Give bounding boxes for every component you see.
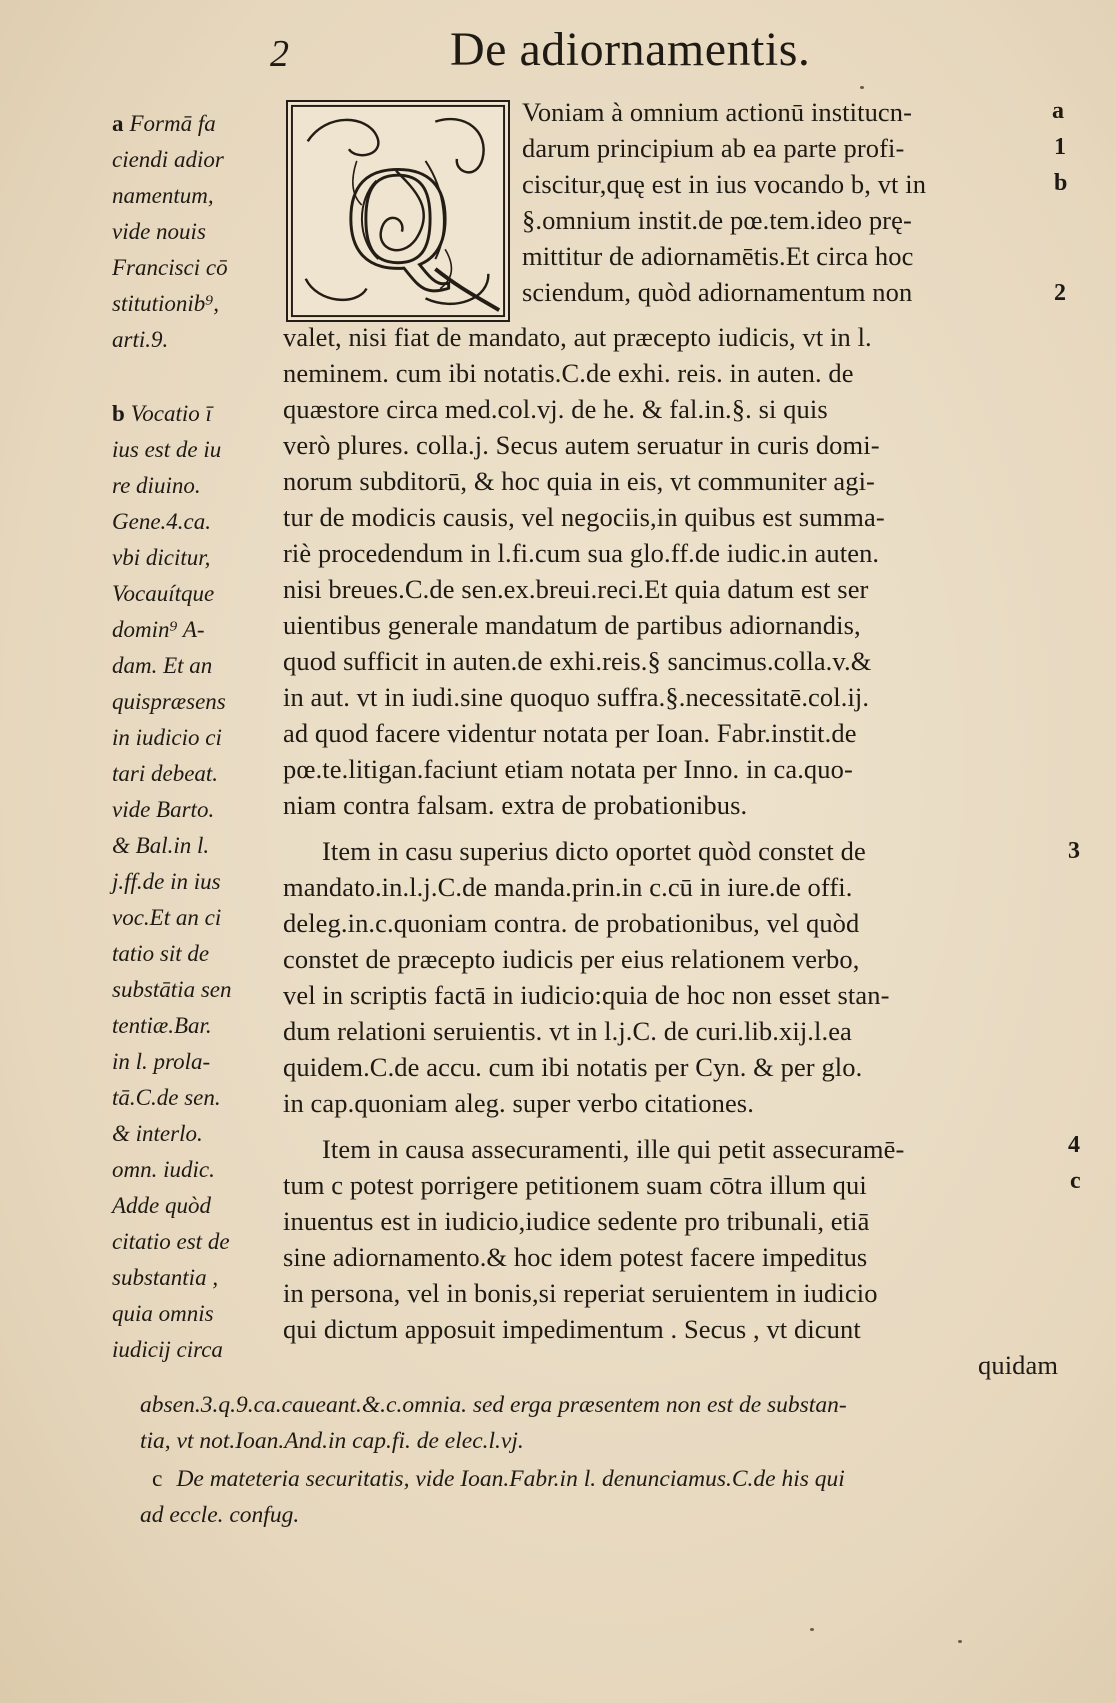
sidenote-line: omn. iudic.: [112, 1157, 215, 1182]
body-line: tum c potest porrigere petitionem suam cōtra illum qui: [283, 1170, 867, 1200]
footnote-c: ad eccle. confug.: [140, 1502, 300, 1528]
svg-text:Q: Q: [344, 135, 452, 299]
body-line: quidem.C.de accu. cum ibi notatis per Cyn. & per glo.: [283, 1052, 863, 1082]
sidenote-line: j.ff.de in ius: [112, 869, 221, 894]
sidenote-line: vide nouis: [112, 219, 206, 244]
sidenote-line: in l. prola-: [112, 1049, 211, 1074]
body-line: quæstore circa med.col.vj. de he. & fal.in.§. si quis: [283, 394, 828, 424]
body-line: neminem. cum ibi notatis.C.de exhi. reis. in auten. de: [283, 358, 854, 388]
sidenote-line: ius est de iu: [112, 437, 222, 462]
sidenote-line: b Vocatio ī: [112, 401, 212, 426]
body-line: deleg.in.c.quoniam contra. de probationibus, vel quòd: [283, 908, 860, 938]
sidenote-line: dam. Et an: [112, 653, 213, 678]
footnote-b-continued: absen.3.q.9.ca.caueant.&.c.omnia. sed erga præsentem non est de substan-: [140, 1392, 847, 1418]
sidenote-line: a Formā fa: [112, 111, 216, 136]
body-line: in persona, vel in bonis,si reperiat seruientem in iudicio: [283, 1278, 878, 1308]
page-number: 2: [270, 33, 289, 75]
catchword: quidam: [978, 1350, 1059, 1380]
sidenote-line: substātia sen: [112, 977, 232, 1002]
body-line: uientibus generale mandatum de partibus adiornandis,: [283, 610, 861, 640]
sidenote-a: [112, 106, 282, 358]
sidenote-line: ciendi adior: [112, 147, 224, 172]
sidenote-line: Francisci cō: [112, 255, 228, 280]
sidenote-line: tari debeat.: [112, 761, 219, 786]
sidenote-line: substantia ,: [112, 1265, 219, 1290]
body-line: Item in casu superius dicto oportet quòd constet de: [322, 836, 866, 866]
margin-mark: b: [1054, 170, 1068, 196]
body-line: valet, nisi fiat de mandato, aut præcepto iudicis, vt in l.: [283, 322, 872, 352]
body-line: dum relationi seruientis. vt in l.j.C. de curi.lib.xij.l.ea: [283, 1016, 852, 1046]
sidenote-line: namentum,: [112, 183, 214, 208]
sidenote-line: & interlo.: [112, 1121, 203, 1146]
sidenote-line: & Bal.in l.: [112, 833, 210, 858]
body-line: mittitur de adiornamētis.Et circa hoc: [522, 241, 914, 271]
sidenote-line: tā.C.de sen.: [112, 1085, 221, 1110]
sidenote-line: domin⁹ A-: [112, 617, 205, 642]
body-line: Item in causa assecuramenti, ille qui petit assecuramē-: [322, 1134, 905, 1164]
sidenote-line: vide Barto.: [112, 797, 215, 822]
sidenote-line: arti.9.: [112, 327, 169, 352]
sidenote-line: quia omnis: [112, 1301, 214, 1326]
running-title: De adiornamentis.: [450, 23, 811, 76]
margin-mark: 3: [1068, 838, 1080, 864]
body-line: in cap.quoniam aleg. super verbo citationes.: [283, 1088, 754, 1118]
initial-ornament-icon: [288, 102, 508, 320]
body-line: constet de præcepto iudicis per eius relationem verbo,: [283, 944, 860, 974]
body-line: sciendum, quòd adiornamentum non: [522, 277, 913, 307]
body-line: inuentus est in iudicio,iudice sedente pro tribunali, etiā: [283, 1206, 870, 1236]
body-line: riè procedendum in l.fi.cum sua glo.ff.de iudic.in auten.: [283, 538, 880, 568]
sidenote-line: voc.Et an ci: [112, 905, 222, 930]
body-line: qui dictum apposuit impedimentum . Secus , vt dicunt: [283, 1314, 861, 1344]
sidenote-line: tentiæ.Bar.: [112, 1013, 212, 1038]
footnote-c: c De mateteria securitatis, vide Ioan.Fabr.in l. denunciamus.C.de his qui: [152, 1466, 845, 1492]
body-line: in aut. vt in iudi.sine quoquo suffra.§.necessitatē.col.ij.: [283, 682, 870, 712]
margin-mark: 1: [1054, 134, 1066, 160]
sidenote-line: iudicij circa: [112, 1337, 223, 1362]
sidenote-b: [112, 396, 282, 1368]
sidenote-line: re diuino.: [112, 473, 201, 498]
body-line: vel in scriptis factā in iudicio:quia de hoc non esset stan-: [283, 980, 890, 1010]
paper-speck: [810, 1628, 814, 1631]
body-line: norum subditorū, & hoc quia in eis, vt communiter agi-: [283, 466, 875, 496]
body-line: §.omnium instit.de pœ.tem.ideo prę-: [522, 205, 912, 235]
sidenote-line: tatio sit de: [112, 941, 210, 966]
sidenote-line: vbi dicitur,: [112, 545, 211, 570]
footnote-b-continued: tia, vt not.Ioan.And.in cap.fi. de elec.l.vj.: [140, 1428, 524, 1454]
body-line: nisi breues.C.de sen.ex.breui.reci.Et quia datum est ser: [283, 574, 869, 604]
sidenote-line: Gene.4.ca.: [112, 509, 211, 534]
sidenote-line: citatio est de: [112, 1229, 230, 1254]
body-line: pœ.te.litigan.faciunt etiam notata per Inno. in ca.quo-: [283, 754, 853, 784]
body-line: sine adiornamento.& hoc idem potest facere impeditus: [283, 1242, 868, 1272]
body-line: mandato.in.l.j.C.de manda.prin.in c.cū in iure.de offi.: [283, 872, 853, 902]
body-line: darum principium ab ea parte profi-: [522, 133, 905, 163]
sidenote-line: Vocauítque: [112, 581, 215, 606]
body-line: ad quod facere videntur notata per Ioan. Fabr.instit.de: [283, 718, 857, 748]
paper-speck: [958, 1640, 962, 1643]
margin-mark: 4: [1068, 1132, 1080, 1158]
sidenote-line: Adde quòd: [112, 1193, 212, 1218]
body-line: niam contra falsam. extra de probationibus.: [283, 790, 748, 820]
body-line: verò plures. colla.j. Secus autem seruatur in curis domi-: [283, 430, 880, 460]
page-header: [270, 18, 910, 78]
paper-speck: [860, 86, 864, 89]
body-line: ciscitur,quę est in ius vocando b, vt in: [522, 169, 927, 199]
sidenote-line: stitutionib⁹,: [112, 291, 220, 316]
margin-mark: a: [1052, 98, 1064, 124]
sidenote-line: in iudicio ci: [112, 725, 222, 750]
body-line: quod sufficit in auten.de exhi.reis.§ sancimus.colla.v.&: [283, 646, 872, 676]
decorated-initial: [286, 100, 510, 322]
margin-mark: c: [1070, 1168, 1081, 1194]
body-line: Voniam à omnium actionū institucn-: [522, 97, 913, 127]
sidenote-line: quispræsens: [112, 689, 226, 714]
margin-mark: 2: [1054, 280, 1066, 306]
body-line: tur de modicis causis, vel negociis,in quibus est summa-: [283, 502, 885, 532]
